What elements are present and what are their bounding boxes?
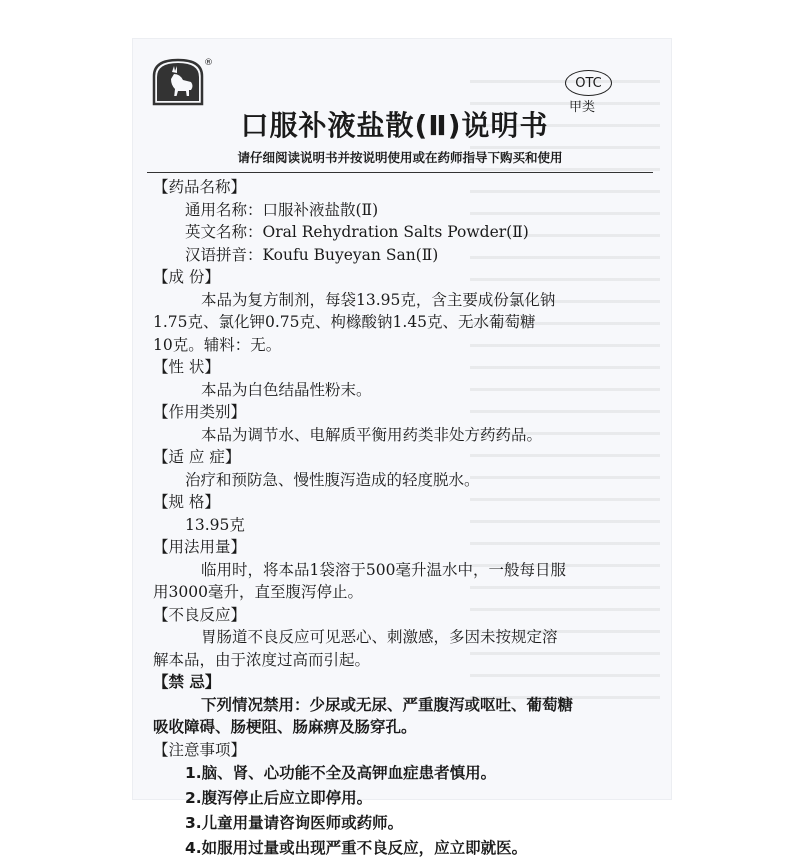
precautions-list [153, 761, 653, 861]
document-subtitle: 请仔细阅读说明书并按说明使用或在药师指导下购买和使用 [237, 150, 563, 165]
leaflet-content [153, 176, 653, 861]
adverse-line-2: 解本品，由于浓度过高而引起。 [153, 650, 371, 669]
document-title: 口服补液盐散(Ⅱ)说明书 [240, 109, 549, 142]
pinyin-name-line: 汉语拼音：Koufu Buyeyan San(Ⅱ) [185, 245, 439, 264]
ingredients-line-2: 1.75克、氯化钾0.75克、枸橼酸钠1.45克、无水葡萄糖 [153, 313, 536, 331]
otc-badge: OTC [565, 70, 612, 96]
section-heading-name: 【药品名称】 [153, 178, 247, 196]
usage-line-1: 临用时，将本品1袋溶于500毫升温水中，一般每日服 [201, 560, 566, 579]
usage-line-2: 用3000毫升，直至腹泻停止。 [153, 583, 363, 601]
precaution-item: 2.腹泻停止后应立即停用。 [185, 789, 373, 807]
section-heading-spec: 【规 格】 [153, 493, 220, 511]
adverse-line-1: 胃肠道不良反应可见恶心、刺激感，多因未按规定溶 [201, 628, 558, 646]
contra-line-1: 下列情况禁用：少尿或无尿、严重腹泻或呕吐、葡萄糖 [201, 695, 574, 714]
contra-line-2: 吸收障碍、肠梗阻、肠麻痹及肠穿孔。 [153, 718, 417, 736]
otc-class-label: 甲类 [569, 100, 596, 115]
precaution-item: 3.儿童用量请咨询医师或药师。 [185, 814, 404, 832]
header-divider [147, 172, 653, 173]
english-name-line: 英文名称：Oral Rehydration Salts Powder(Ⅱ) [185, 223, 529, 241]
section-heading-appearance: 【性 状】 [153, 358, 220, 376]
section-heading-category: 【作用类别】 [153, 403, 247, 421]
section-heading-contra: 【禁 忌】 [153, 673, 221, 691]
deer-logo-icon [152, 58, 204, 106]
precaution-item: 4.如服用过量或出现严重不良反应，应立即就医。 [185, 839, 528, 857]
registered-mark: ® [204, 58, 213, 68]
precaution-item: 1.脑、肾、心功能不全及高钾血症患者慎用。 [185, 764, 497, 782]
appearance-line: 本品为白色结晶性粉末。 [201, 380, 372, 399]
section-heading-ingredients: 【成 份】 [153, 268, 220, 286]
ingredients-line-3: 10克。辅料：无。 [153, 335, 282, 354]
ingredients-line-1: 本品为复方制剂，每袋13.95克，含主要成份氯化钠 [201, 290, 556, 309]
indications-line: 治疗和预防急、慢性腹泻造成的轻度脱水。 [185, 470, 480, 489]
section-heading-indications: 【适 应 症】 [153, 448, 241, 466]
section-heading-usage: 【用法用量】 [153, 538, 247, 556]
generic-name-line: 通用名称：口服补液盐散(Ⅱ) [185, 200, 379, 219]
category-line: 本品为调节水、电解质平衡用药类非处方药药品。 [201, 425, 543, 444]
section-heading-adverse: 【不良反应】 [153, 605, 247, 624]
section-heading-precautions: 【注意事项】 [153, 740, 247, 759]
spec-line: 13.95克 [185, 515, 245, 534]
